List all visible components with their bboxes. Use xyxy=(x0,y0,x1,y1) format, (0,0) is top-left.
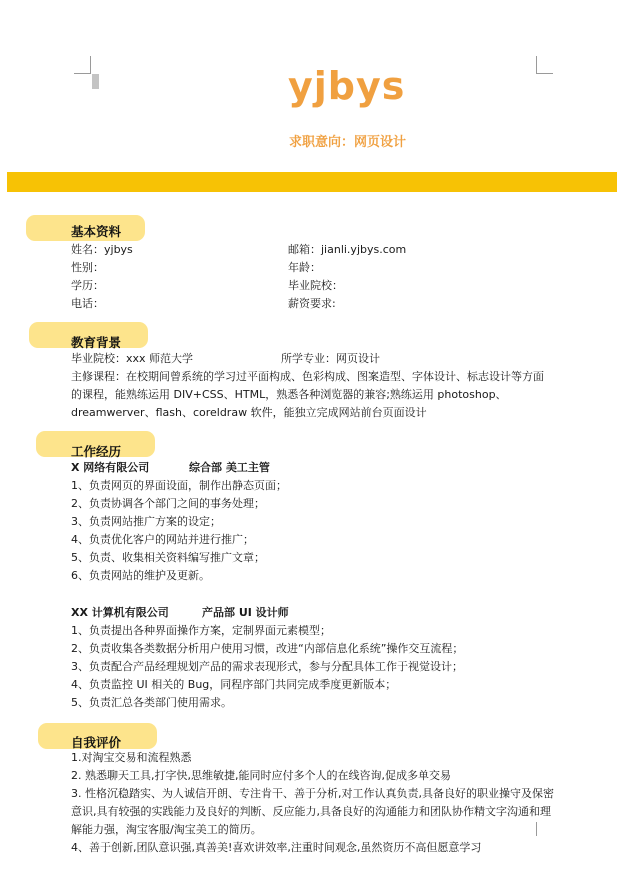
section-title-education: 教育背景 xyxy=(71,335,122,350)
education-line-1: 主修课程：在校期间曾系统的学习过平面构成、色彩构成、图案造型、字体设计、标志设计等方面 xyxy=(71,370,544,383)
job-2-company: XX 计算机有限公司 xyxy=(71,606,169,619)
section-title-self: 自我评价 xyxy=(71,735,122,750)
section-title-work: 工作经历 xyxy=(71,444,122,459)
job-2-item-2: 2、负责收集各类数据分析用户使用习惯，改进“内部信息化系统”操作交互流程； xyxy=(71,642,464,655)
job-2-item-5: 5、负责汇总各类部门使用需求。 xyxy=(71,696,232,709)
job-1-item-3: 3、负责网站推广方案的设定； xyxy=(71,515,221,528)
crop-mark-bottom-right-v xyxy=(536,822,537,836)
job-1-item-5: 5、负责、收集相关资料编写推广文章； xyxy=(71,551,265,564)
basic-gender: 性别： xyxy=(71,261,104,274)
basic-school: 毕业院校： xyxy=(288,279,343,292)
crop-mark-top-right-h xyxy=(536,73,553,74)
self-line-5: 解能力强，淘宝客服/淘宝美工的简历。 xyxy=(71,823,262,836)
self-line-2: 2. 熟悉聊天工具,打字快,思维敏捷,能同时应付多个人的在线咨询,促成多单交易 xyxy=(71,769,451,782)
resume-name: yjbys xyxy=(288,64,406,108)
basic-age: 年龄： xyxy=(288,261,321,274)
basic-education: 学历： xyxy=(71,279,104,292)
job-1-item-6: 6、负责网站的维护及更新。 xyxy=(71,569,210,582)
job-1-item-1: 1、负责网页的界面设面，制作出静态页面； xyxy=(71,479,287,492)
self-line-1: 1.对淘宝交易和流程熟悉 xyxy=(71,751,192,764)
crop-mark-top-left-v xyxy=(90,56,91,74)
crop-mark-top-left-block xyxy=(92,74,99,89)
section-title-basic: 基本资料 xyxy=(71,224,122,239)
job-2-item-3: 3、负责配合产品经理规划产品的需求表现形式，参与分配具体工作于视觉设计； xyxy=(71,660,463,673)
self-line-6: 4、善于创新,团队意识强,真善美!喜欢讲效率,注重时间观念,虽然资历不高但愿意学习 xyxy=(71,841,482,854)
job-2-item-1: 1、负责提出各种界面操作方案，定制界面元素模型； xyxy=(71,624,331,637)
education-line-3: dreamwerver、flash、coreldraw 软件，能独立完成网站前台页面设计 xyxy=(71,406,427,419)
job-intent: 求职意向：网页设计 xyxy=(289,135,407,150)
job-1-dept: 综合部 美工主管 xyxy=(189,461,270,474)
basic-phone: 电话： xyxy=(71,297,104,310)
education-line-2: 的课程，能熟练运用 DIV+CSS、HTML，熟悉各种浏览器的兼容;熟练运用 photoshop、 xyxy=(71,388,507,401)
job-2-dept: 产品部 UI 设计师 xyxy=(202,606,289,619)
crop-mark-top-left-h xyxy=(74,73,91,74)
job-1-item-4: 4、负责优化客户的网站并进行推广； xyxy=(71,533,254,546)
header-accent-bar xyxy=(7,172,617,192)
basic-salary: 薪资要求: xyxy=(288,297,336,310)
crop-mark-top-right-v xyxy=(536,56,537,74)
self-line-4: 意识,具有较强的实践能力及良好的判断、反应能力,具备良好的沟通能力和团队协作精文字沟通和理 xyxy=(71,805,551,818)
education-major: 所学专业：网页设计 xyxy=(281,352,380,365)
job-2-item-4: 4、负责监控 UI 相关的 Bug，同程序部门共同完成季度更新版本； xyxy=(71,678,397,691)
self-line-3: 3. 性格沉稳踏实、为人诚信开朗、专注肯干、善于分析,对工作认真负责,具备良好的职业操守及保密 xyxy=(71,787,554,800)
basic-email: 邮箱：jianli.yjbys.com xyxy=(288,243,407,256)
education-school: 毕业院校：xxx 师范大学 xyxy=(71,352,194,365)
job-1-item-2: 2、负责协调各个部门之间的事务处理； xyxy=(71,497,265,510)
basic-name: 姓名：yjbys xyxy=(71,243,133,256)
job-1-company: X 网络有限公司 xyxy=(71,461,150,474)
